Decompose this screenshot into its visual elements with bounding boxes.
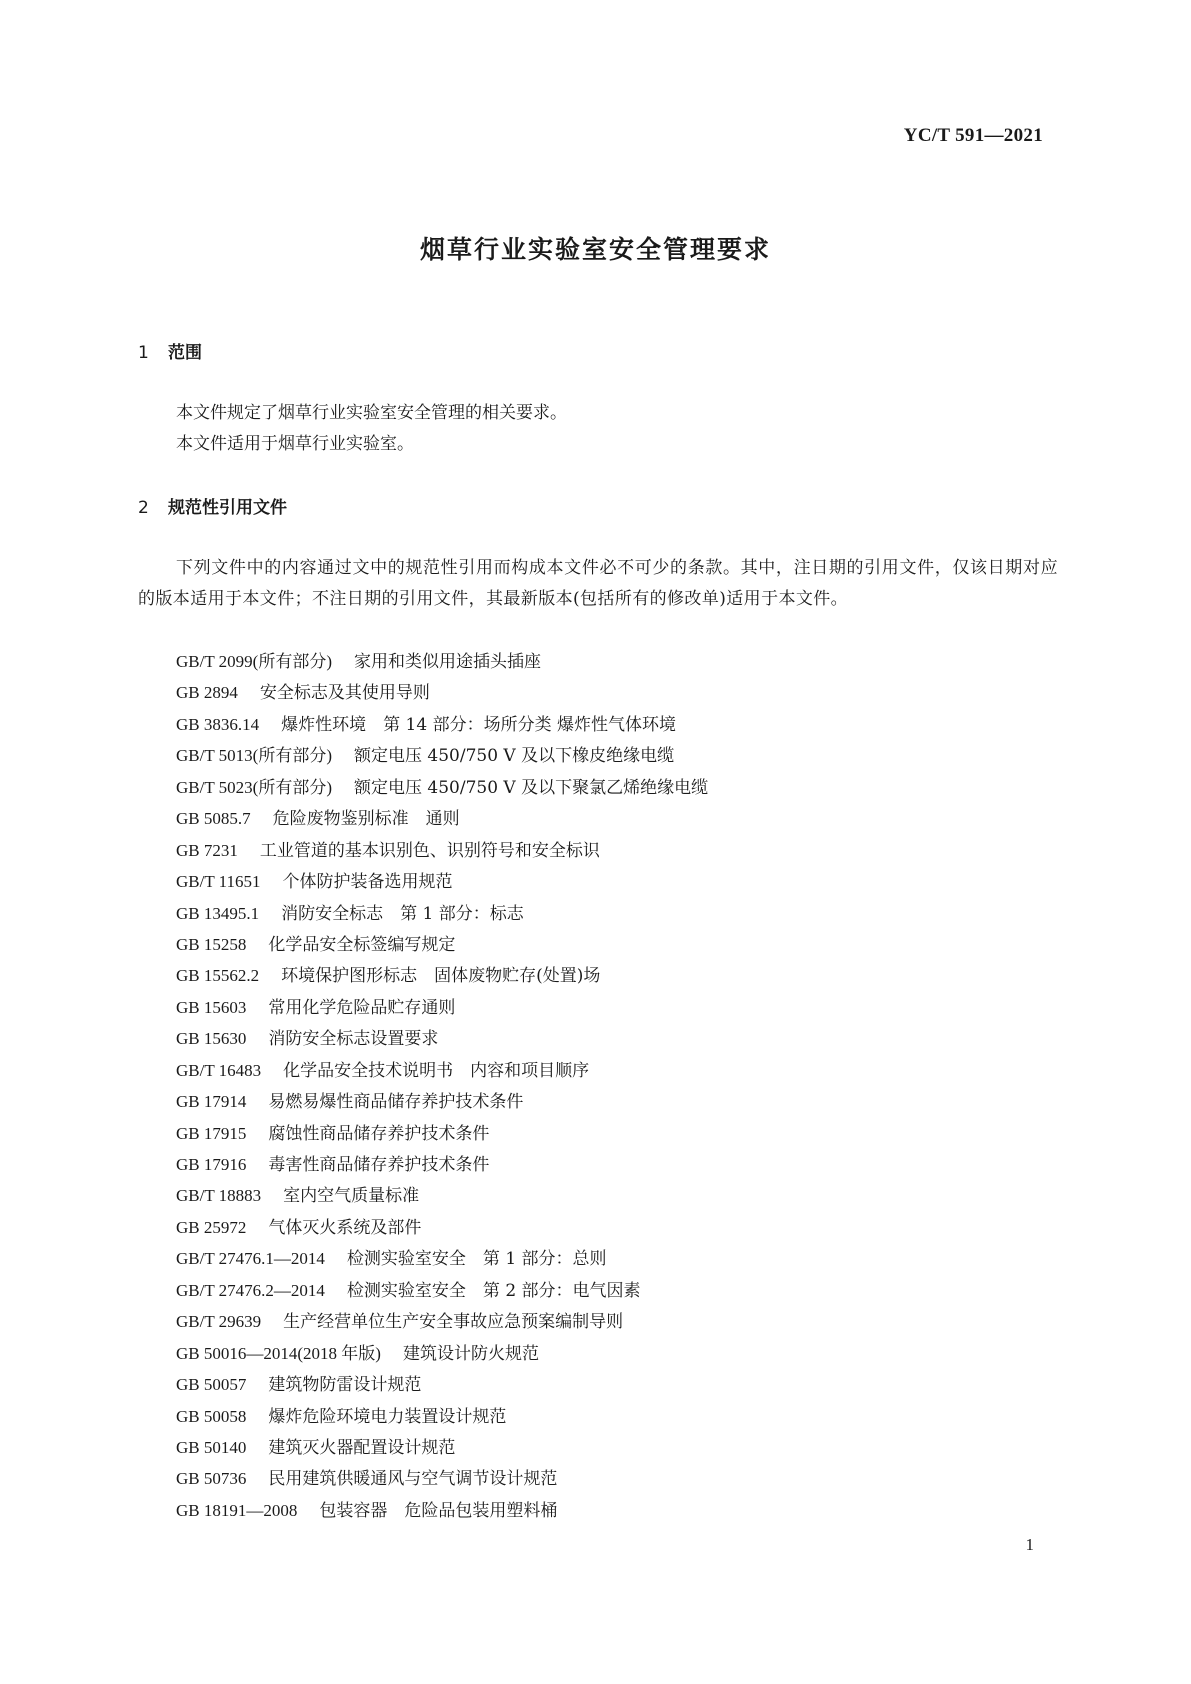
reference-item [176, 1495, 708, 1526]
reference-title: 毒害性商品储存养护技术条件 [268, 1155, 490, 1175]
section-title: 规范性引用文件 [168, 498, 287, 518]
reference-item [176, 709, 708, 740]
reference-item [176, 1243, 708, 1274]
document-title: 烟草行业实验室安全管理要求 [419, 235, 771, 264]
reference-code: GB 2894 [176, 683, 238, 703]
reference-code: GB 50140 [176, 1437, 247, 1457]
reference-item [176, 1180, 708, 1211]
section-title: 范围 [168, 343, 202, 363]
section-heading-normative-references [138, 493, 287, 518]
reference-title: 易燃易爆性商品储存养护技术条件 [268, 1092, 524, 1113]
reference-title: 个体防护装备选用规范 [282, 872, 453, 893]
reference-title: 环境保护图形标志 固体废物贮存(处置)场 [281, 966, 601, 987]
reference-item [176, 772, 708, 803]
reference-item [176, 960, 708, 991]
reference-title: 化学品安全标签编写规定 [268, 934, 456, 955]
reference-title: 室内空气质量标准 [283, 1186, 420, 1207]
reference-code: GB 50016—2014(2018 年版) [176, 1343, 381, 1363]
reference-title: 爆炸性环境 第 14 部分：场所分类 爆炸性气体环境 [281, 714, 676, 735]
reference-item [176, 1023, 708, 1054]
reference-item [176, 740, 708, 771]
reference-title: 气体灭火系统及部件 [268, 1217, 422, 1238]
reference-code: GB 13495.1 [176, 903, 260, 923]
reference-code: GB 17914 [176, 1092, 247, 1112]
reference-code: GB 18191—2008 [176, 1500, 298, 1520]
reference-code: GB 50736 [176, 1469, 247, 1489]
reference-item [176, 803, 708, 834]
reference-title: 额定电压 450/750 V 及以下橡皮绝缘电缆 [354, 746, 675, 767]
reference-item [176, 929, 708, 960]
reference-code: GB 50058 [176, 1406, 247, 1426]
reference-title: 工业管道的基本识别色、识别符号和安全标识 [259, 840, 600, 861]
reference-code: GB/T 27476.1—2014 [176, 1249, 325, 1269]
reference-code: GB 17916 [176, 1155, 247, 1174]
reference-code: GB 17915 [176, 1123, 247, 1143]
reference-item [176, 1338, 708, 1369]
reference-list [176, 646, 708, 1526]
reference-item [176, 835, 708, 866]
reference-title: 消防安全标志设置要求 [268, 1029, 439, 1050]
reference-item [176, 1149, 708, 1180]
reference-code: GB/T 5023(所有部分) [176, 777, 332, 797]
scope-paragraph: 本文件规定了烟草行业实验室安全管理的相关要求。 [176, 403, 567, 423]
reference-code: GB 15562.2 [176, 966, 260, 986]
reference-code: GB 15258 [176, 934, 247, 954]
reference-item [176, 1275, 708, 1306]
reference-code: GB/T 29639 [176, 1312, 262, 1332]
reference-code: GB 50057 [176, 1375, 247, 1395]
reference-item [176, 1432, 708, 1463]
reference-title: 生产经营单位生产安全事故应急预案编制导则 [283, 1312, 624, 1333]
reference-item [176, 1118, 708, 1149]
reference-title: 腐蚀性商品储存养护技术条件 [268, 1123, 490, 1144]
reference-title: 包装容器 危险品包装用塑料桶 [319, 1500, 558, 1521]
reference-title: 爆炸危险环境电力装置设计规范 [268, 1406, 507, 1427]
reference-title: 家用和类似用途插头插座 [354, 652, 541, 672]
reference-item [176, 1306, 708, 1337]
reference-code: GB 5085.7 [176, 809, 251, 829]
page-number: 1 [1025, 1535, 1034, 1554]
section-number: 2 [138, 498, 149, 518]
references-intro-paragraph: 下列文件中的内容通过文中的规范性引用而构成本文件必不可少的条款。其中，注日期的引用文件，仅该日期对应的版本适用于本文件；不注日期的引用文件，其最新版本(包括所有的修改单)适用于本文件。 [138, 558, 1058, 609]
reference-code: GB 3836.14 [176, 714, 260, 734]
reference-title: 额定电压 450/750 V 及以下聚氯乙烯绝缘电缆 [354, 777, 709, 798]
section-heading-scope [138, 338, 202, 363]
reference-item [176, 1401, 708, 1432]
reference-item [176, 1086, 708, 1117]
reference-title: 检测实验室安全 第 1 部分：总则 [346, 1249, 607, 1270]
reference-item [176, 898, 708, 929]
reference-item [176, 866, 708, 897]
reference-item [176, 1212, 708, 1243]
reference-code: GB 7231 [176, 840, 238, 860]
reference-code: GB/T 5013(所有部分) [176, 746, 332, 766]
reference-title: 建筑设计防火规范 [402, 1343, 539, 1364]
reference-code: GB/T 18883 [176, 1186, 262, 1206]
standard-code: YC/T 591—2021 [903, 125, 1043, 146]
reference-title: 化学品安全技术说明书 内容和项目顺序 [283, 1060, 590, 1081]
reference-item [176, 677, 708, 708]
reference-title: 民用建筑供暖通风与空气调节设计规范 [268, 1469, 558, 1490]
reference-code: GB/T 27476.2—2014 [176, 1280, 325, 1300]
reference-item [176, 1055, 708, 1086]
reference-title: 建筑物防雷设计规范 [268, 1375, 422, 1396]
reference-title: 检测实验室安全 第 2 部分：电气因素 [346, 1280, 641, 1301]
reference-title: 建筑灭火器配置设计规范 [268, 1437, 456, 1458]
reference-item [176, 1463, 708, 1494]
reference-code: GB/T 16483 [176, 1060, 262, 1080]
reference-item [176, 646, 708, 677]
reference-item [176, 992, 708, 1023]
reference-code: GB/T 11651 [176, 872, 261, 892]
reference-code: GB 15630 [176, 1029, 247, 1049]
section-number: 1 [138, 343, 149, 363]
reference-title: 安全标志及其使用导则 [259, 683, 430, 704]
reference-code: GB 15603 [176, 997, 247, 1017]
reference-code: GB/T 2099(所有部分) [176, 652, 332, 671]
reference-title: 危险废物鉴别标准 通则 [272, 809, 460, 830]
reference-item [176, 1369, 708, 1400]
reference-title: 常用化学危险品贮存通则 [268, 997, 456, 1018]
reference-code: GB 25972 [176, 1217, 247, 1237]
reference-title: 消防安全标志 第 1 部分：标志 [281, 903, 524, 924]
scope-paragraph: 本文件适用于烟草行业实验室。 [176, 434, 414, 454]
